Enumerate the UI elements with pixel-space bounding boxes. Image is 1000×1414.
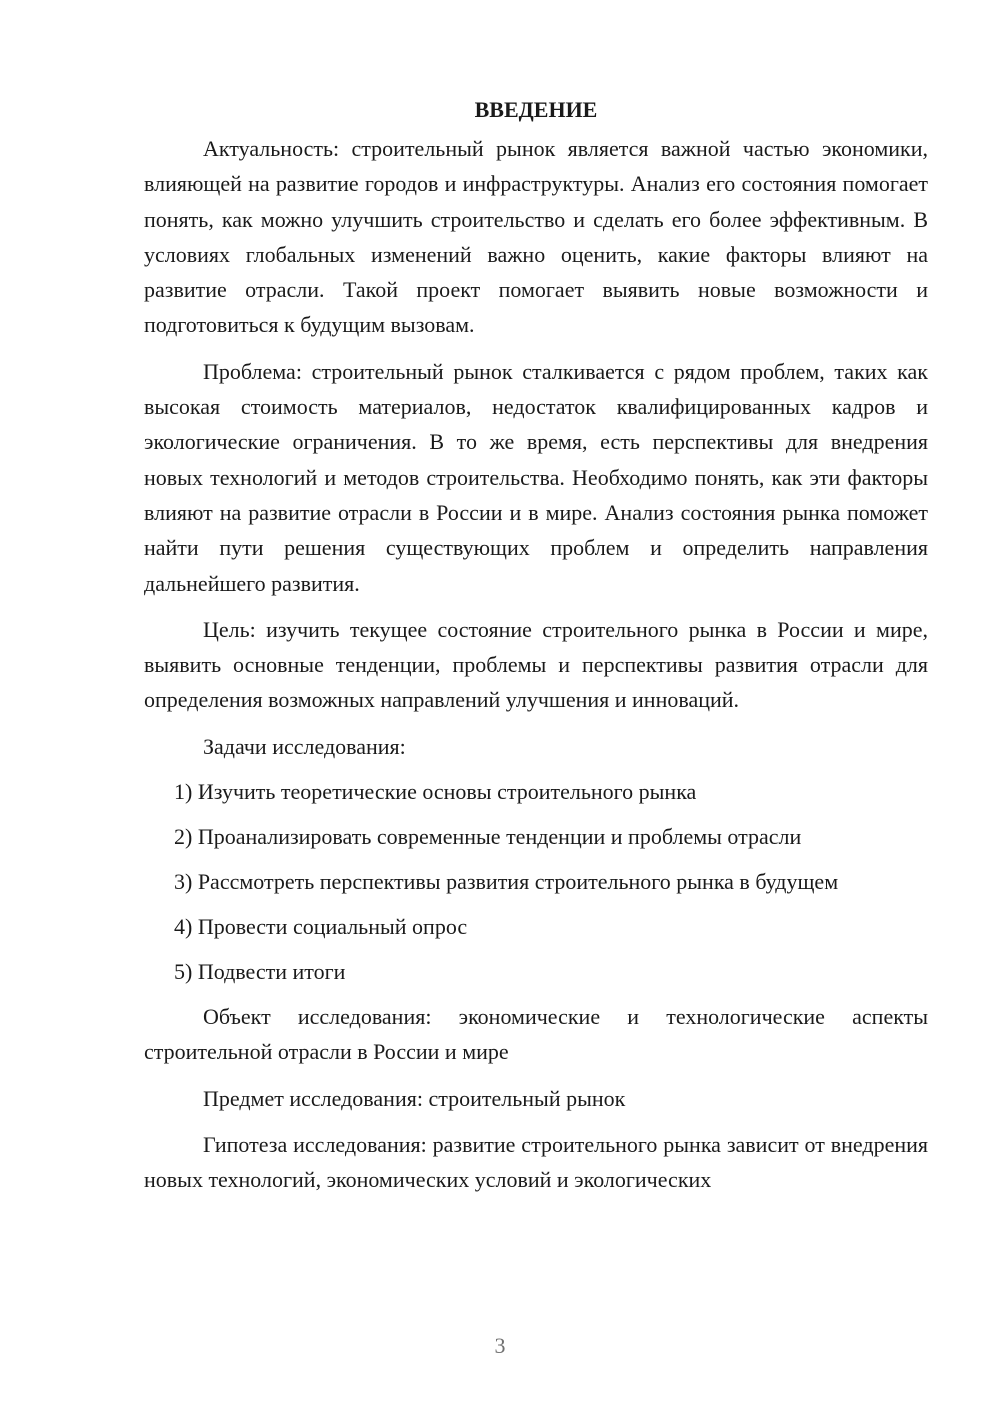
relevance-paragraph: Актуальность: строительный рынок является важной частью экономики, влияющей на развитие городов и инфраструктуры. Анализ его состояния помогает понять, как можно улучшить строительство и сделать его более эффективным. В условиях глобальных изменений важно оценить, какие факторы влияют на развитие отрасли. Такой проект помогает выявить новые возможности и подготовиться к будущим вызовам. — [144, 136, 928, 338]
page-title: ВВЕДЕНИЕ — [474, 97, 598, 122]
list-item: 3) Рассмотреть перспективы развития строительного рынка в будущем — [174, 869, 839, 895]
list-item: 5) Подвести итоги — [174, 959, 346, 985]
list-item: 4) Провести социальный опрос — [174, 914, 468, 940]
list-item: 2) Проанализировать современные тенденции и проблемы отрасли — [174, 824, 802, 850]
page-number: 3 — [494, 1333, 506, 1358]
tasks-list — [144, 774, 928, 989]
subject-paragraph: Предмет исследования: строительный рынок — [203, 1085, 626, 1111]
document-page — [144, 92, 928, 1209]
list-item: 1) Изучить теоретические основы строительного рынка — [174, 779, 697, 805]
object-paragraph: Объект исследования: экономические и технологические аспекты строительной отрасли в России и мире — [144, 1004, 928, 1065]
hypothesis-paragraph: Гипотеза исследования: развитие строительного рынка зависит от внедрения новых технологий, экономических условий и экологических — [144, 1131, 928, 1193]
goal-paragraph: Цель: изучить текущее состояние строительного рынка в России и мире, выявить основные тенденции, проблемы и перспективы развития отрасли для определения возможных направлений улучшения и инноваций. — [144, 616, 928, 713]
tasks-heading: Задачи исследования: — [203, 733, 406, 759]
problem-paragraph: Проблема: строительный рынок сталкивается с рядом проблем, таких как высокая стоимость материалов, недостаток квалифицированных кадров и экологические ограничения. В то же время, есть перспективы для внедрения новых технологий и методов строительства. Необходимо понять, как эти факторы влияют на развитие отрасли в России и в мире. Анализ состояния рынка поможет найти пути решения существующих проблем и определить направления дальнейшего развития. — [144, 358, 928, 596]
